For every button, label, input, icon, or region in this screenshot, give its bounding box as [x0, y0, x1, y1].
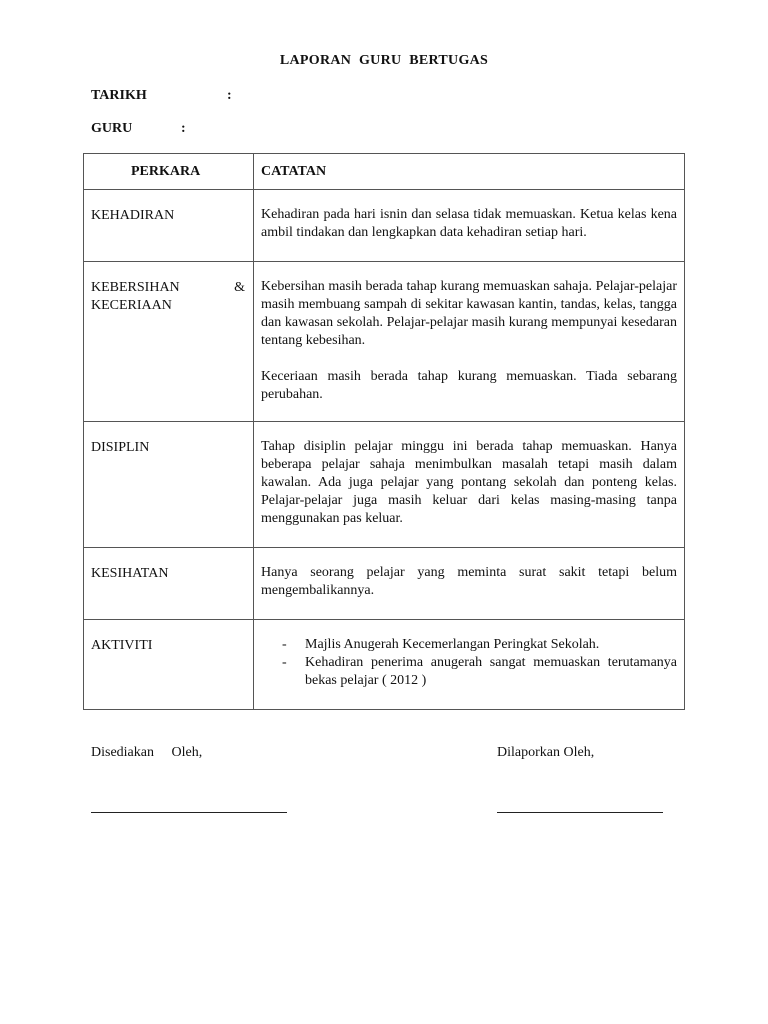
dash-bullet: -: [282, 637, 287, 652]
list-item: [282, 654, 677, 690]
table-row-aktiviti: [84, 620, 685, 710]
kehadiran-text: Kehadiran pada hari isnin dan selasa tidak memuaskan. Ketua kelas kena ambil tindakan dan lengkapkan data kehadiran setiap hari.: [261, 207, 677, 240]
kebersihan-label-line2: KECERIAAN: [91, 298, 172, 313]
kesihatan-text: Hanya seorang pelajar yang meminta surat sakit tetapi belum mengembalikannya.: [261, 565, 677, 598]
activity-item-text: Kehadiran penerima anugerah sangat memuaskan terutamanya bekas pelajar ( 2012 ): [305, 655, 677, 688]
kesihatan-note: [254, 548, 685, 620]
kehadiran-label: KEHADIRAN: [84, 190, 254, 262]
prepared-by-label: Disediakan Oleh,: [91, 745, 203, 760]
disiplin-text: Tahap disiplin pelajar minggu ini berada tahap memuaskan. Hanya beberapa pelajar sahaja menimbulkan masalah tetapi masih dalam kawalan. Ada juga pelajar yang pontang sekolah dan ponteng kelas. Pelajar-pelajar juga masih keluar dari kelas masing-masing tanpa menggunakan pas keluar.: [261, 439, 677, 526]
kebersihan-label-word: KEBERSIHAN: [91, 280, 180, 295]
kebersihan-label-ampersand: &: [234, 280, 245, 295]
kehadiran-note: [254, 190, 685, 262]
kebersihan-paragraph-1: Kebersihan masih berada tahap kurang memuaskan sahaja. Pelajar-pelajar masih membuang sampah di sekitar kawasan kantin, tandas, kelas, tangga dan kawasan sekolah. Pelajar-pelajar masih kurang mempunyai kesedaran tentang kebesihan.: [261, 279, 677, 348]
kesihatan-label: KESIHATAN: [84, 548, 254, 620]
reported-by-signature-line: [497, 812, 663, 813]
activity-item-text: Majlis Anugerah Kecemerlangan Peringkat Sekolah.: [305, 637, 600, 652]
guru-colon: :: [181, 121, 186, 136]
tarikh-colon: :: [227, 88, 232, 103]
prepared-by-signature-line: [91, 812, 287, 813]
table-row-kebersihan: [84, 262, 685, 422]
disiplin-note: [254, 422, 685, 548]
guru-label: GURU: [91, 121, 133, 136]
kebersihan-note: [254, 262, 685, 422]
kebersihan-label: [84, 262, 254, 422]
header-perkara: PERKARA: [84, 154, 254, 190]
table-row-disiplin: [84, 422, 685, 548]
keceriaan-paragraph-2: Keceriaan masih berada tahap kurang memuaskan. Tiada sebarang perubahan.: [261, 369, 677, 402]
header-catatan: CATATAN: [254, 154, 685, 190]
table-header-row: [84, 154, 685, 190]
kebersihan-label-line1: [91, 279, 245, 297]
tarikh-label: TARIKH: [91, 88, 147, 103]
aktiviti-note: [254, 620, 685, 710]
list-item: [282, 636, 677, 654]
document-title: LAPORAN GURU BERTUGAS: [279, 53, 489, 68]
aktiviti-label: AKTIVITI: [84, 620, 254, 710]
table-row-kesihatan: [84, 548, 685, 620]
table-row-kehadiran: [84, 190, 685, 262]
disiplin-label: DISIPLIN: [84, 422, 254, 548]
dash-bullet: -: [282, 655, 287, 670]
report-table: [83, 153, 685, 710]
activity-list: [261, 636, 677, 690]
reported-by-label: Dilaporkan Oleh,: [497, 745, 595, 760]
